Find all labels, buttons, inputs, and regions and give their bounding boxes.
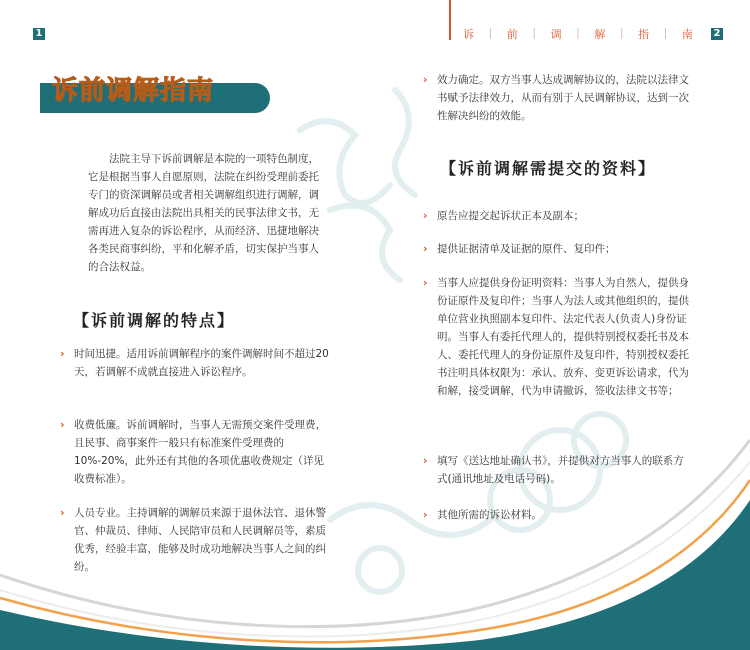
- separator: |: [663, 26, 668, 39]
- material-item: [423, 452, 693, 488]
- chevron-right-icon: ›: [423, 209, 428, 222]
- chevron-right-icon: ›: [423, 242, 428, 255]
- running-title-char: 解: [594, 28, 606, 41]
- running-title: [463, 26, 693, 42]
- separator: |: [619, 26, 624, 39]
- material-text: 提供证据清单及证据的原件、复印件；: [437, 243, 616, 255]
- features-heading: 【诉前调解的特点】: [73, 311, 236, 330]
- feature-item: [60, 345, 330, 381]
- material-item: [423, 207, 693, 225]
- chevron-right-icon: ›: [423, 508, 428, 521]
- running-title-char: 南: [681, 28, 693, 41]
- page-number-right: 2: [711, 28, 723, 40]
- intro-paragraph: 法院主导下诉前调解是本院的一项特色制度，它是根据当事人自愿原则，法院在纠纷受理前委托专门的资深调解员或者相关调解组织进行调解，调解成功后直接由法院出具相关的民事法律文书，无需再进入复杂的诉讼程序，从而经济、迅捷地解决各类民商事纠纷，平和化解矛盾，切实保护当事人的合法权益。: [88, 153, 319, 273]
- feature-text: 时间迅捷。适用诉前调解程序的案件调解时间不超过20天，若调解不成就直接进入诉讼程序。: [74, 348, 329, 378]
- chevron-right-icon: ›: [423, 73, 428, 86]
- page-number-left: 1: [33, 28, 45, 40]
- chevron-right-icon: ›: [423, 454, 428, 467]
- running-title-char: 调: [550, 28, 562, 41]
- page-title: 诉前调解指南: [52, 76, 215, 106]
- running-title-char: 诉: [463, 28, 474, 41]
- feature-text: 收费低廉。诉前调解时，当事人无需预交案件受理费，且民事、商事案件一般只有标准案件受理费的10%-20%，此外还有其他的各项优惠收费规定（详见收费标准）。: [74, 419, 326, 485]
- materials-heading: 【诉前调解需提交的资料】: [440, 159, 657, 178]
- material-text: 填写《送达地址确认书》，并提供对方当事人的联系方式(通讯地址及电话号码)。: [437, 455, 684, 485]
- material-text: 原告应提交起诉状正本及副本；: [437, 210, 584, 222]
- material-item: [423, 506, 693, 524]
- material-item: [423, 274, 693, 400]
- separator: |: [576, 26, 580, 39]
- feature-item: [423, 71, 693, 125]
- feature-text: 人员专业。主持调解的调解员来源于退休法官、退休警官、仲裁员、律师、人民陪审员和人民调解员等，素质优秀，经验丰富，能够及时成功地解决当事人之间的纠纷。: [74, 507, 326, 573]
- separator: |: [488, 26, 493, 39]
- material-text: 其他所需的诉讼材料。: [437, 509, 542, 521]
- feature-text: 效力确定。双方当事人达成调解协议的，法院以法律文书赋予法律效力，从而有别于人民调解协议，达到一次性解决纠纷的效能。: [437, 74, 689, 122]
- chevron-right-icon: ›: [60, 347, 65, 360]
- running-title-char: 指: [638, 28, 650, 41]
- chevron-right-icon: ›: [60, 418, 65, 431]
- material-text: 当事人应提供身份证明资料：当事人为自然人，提供身份证原件及复印件；当事人为法人或其他组织的，提供单位营业执照副本复印件、法定代表人(负责人)身份证明。当事人有委托代理人的，提供特别授权委托书及本人、委托代理人的身份证原件及复印件，特别授权委托书注明具体权限为：承认、放弃、变更诉讼请求，代为和解，接受调解，代为申请撤诉，签收法律文书等；: [437, 277, 689, 397]
- material-item: [423, 240, 693, 258]
- running-title-char: 前: [506, 28, 518, 41]
- separator: |: [532, 26, 537, 39]
- chevron-right-icon: ›: [60, 506, 65, 519]
- feature-item: [60, 416, 330, 488]
- chevron-right-icon: ›: [423, 276, 428, 289]
- feature-item: [60, 504, 330, 576]
- header-divider-line: [449, 0, 451, 40]
